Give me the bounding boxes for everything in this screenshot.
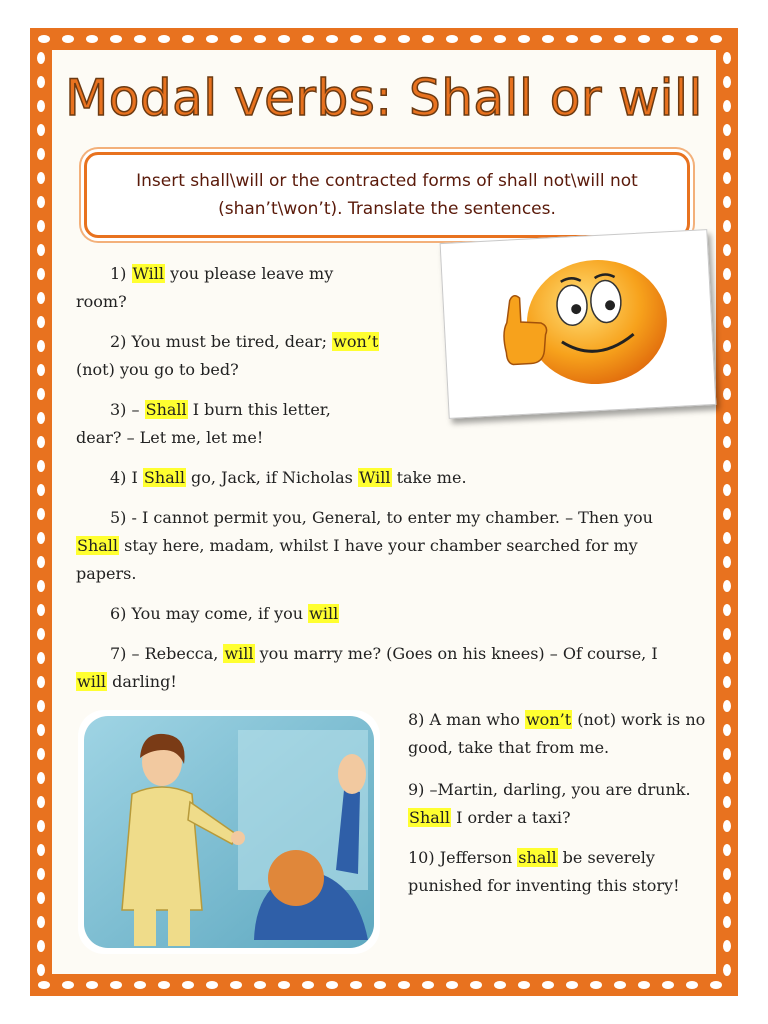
list-item: 5) - I cannot permit you, General, to enter my chamber. – Then you Shall stay here, madam, whilst I have your chamber searched for my papers. bbox=[76, 508, 653, 583]
instructions-line-2: (shan’t\won’t). Translate the sentences. bbox=[218, 199, 556, 219]
answer-highlight: Shall bbox=[143, 468, 185, 487]
instructions-line-1: Insert shall\will or the contracted forms of shall not\will not bbox=[136, 171, 638, 191]
answer-highlight: Will bbox=[132, 264, 165, 283]
list-item: 4) I Shall go, Jack, if Nicholas Will take me. bbox=[110, 468, 467, 487]
list-item: 2) You must be tired, dear; won’t (not) you go to bed? bbox=[76, 332, 379, 379]
answer-highlight: Shall bbox=[409, 808, 451, 827]
worksheet bbox=[52, 50, 716, 974]
answer-highlight: won’t bbox=[525, 710, 572, 729]
instructions-box bbox=[84, 152, 690, 238]
list-item: 10) Jefferson shall be severely punished for inventing this story! bbox=[408, 848, 680, 895]
page-border bbox=[30, 28, 738, 996]
list-item: 1) Will you please leave my room? bbox=[76, 264, 334, 311]
list-item: 9) –Martin, darling, you are drunk. Shall I order a taxi? bbox=[408, 780, 691, 827]
answer-highlight: Shall bbox=[77, 536, 119, 555]
teacher-student-image bbox=[78, 710, 380, 954]
answer-highlight: won’t bbox=[333, 332, 379, 351]
answer-highlight: will bbox=[224, 644, 254, 663]
page-title: Modal verbs: Shall or will bbox=[65, 69, 703, 127]
answer-highlight: Shall bbox=[145, 400, 187, 419]
thumbs-up-smiley-image bbox=[440, 229, 717, 419]
list-item: 3) – Shall I burn this letter, dear? – Let me, let me! bbox=[76, 400, 331, 447]
answer-highlight: will bbox=[309, 604, 339, 623]
answer-highlight: Will bbox=[358, 468, 391, 487]
list-item: 8) A man who won’t (not) work is no good, take that from me. bbox=[408, 710, 706, 757]
answer-highlight: shall bbox=[518, 848, 557, 867]
list-item: 7) – Rebecca, will you marry me? (Goes on his knees) – Of course, I will darling! bbox=[77, 644, 658, 691]
list-item: 6) You may come, if you will bbox=[110, 604, 339, 623]
answer-highlight: will bbox=[77, 672, 107, 691]
